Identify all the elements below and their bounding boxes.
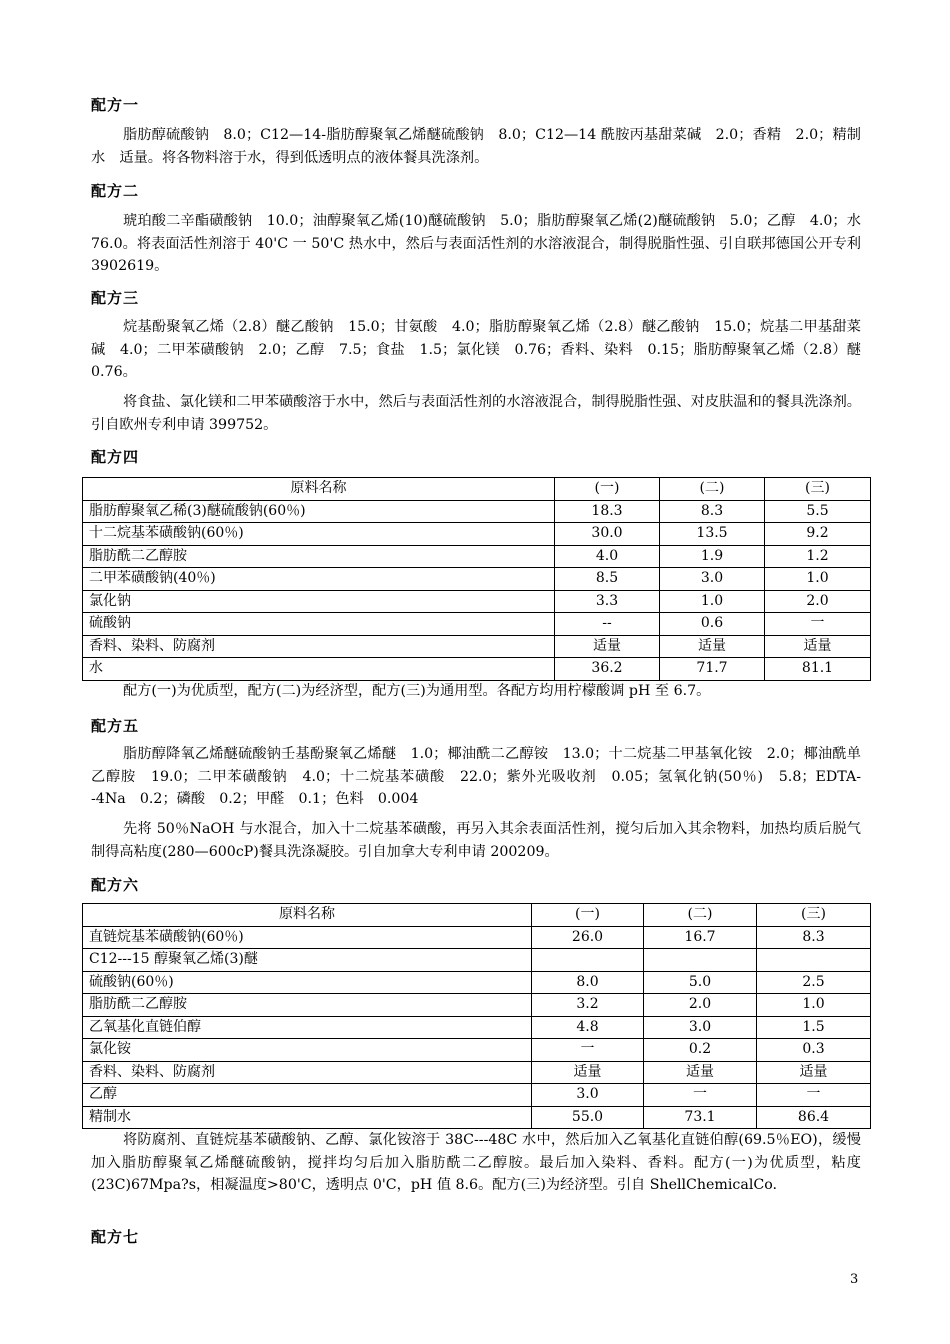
table-cell: 1.0 (660, 590, 765, 613)
table-cell: 二甲苯磺酸钠(40％) (83, 568, 555, 591)
table-cell: 一 (765, 613, 871, 636)
table-cell: 氯化铵 (83, 1039, 532, 1062)
table-cell: 3.0 (660, 568, 765, 591)
table-header-cell: (二) (644, 904, 757, 927)
table-cell: 一 (644, 1084, 757, 1107)
page-number: 3 (850, 1272, 859, 1287)
table-cell: 适量 (765, 635, 871, 658)
table-cell: 脂肪醇聚氧乙稀(3)醚硫酸钠(60％) (83, 500, 555, 523)
table-header-row (83, 904, 871, 927)
table-cell: 0.6 (660, 613, 765, 636)
table-cell: 硫酸钠(60％) (83, 971, 532, 994)
table-cell: 2.0 (644, 994, 757, 1017)
paragraph: 烷基酚聚氧乙烯（2.8）醚乙酸钠 15.0；甘氨酸 4.0；脂肪醇聚氧乙烯（2.8）醚乙酸钠 15.0；烷基二甲基甜菜碱 4.0；二甲苯磺酸钠 2.0；乙醇 7.5；食盐 1.5；氯化镁 0.76；香料、染料 0.15；脂肪醇聚氧乙烯（2.8）醚 0.76。 (91, 319, 876, 380)
table-cell: 9.2 (765, 523, 871, 546)
table-row (83, 590, 871, 613)
section-title-f6: 配方六 (91, 876, 140, 894)
table-cell: 直链烷基苯磺酸钠(60％) (83, 926, 532, 949)
table-cell: 乙醇 (83, 1084, 532, 1107)
table-row (83, 613, 871, 636)
table-cell: 氯化钠 (83, 590, 555, 613)
table-cell: 1.5 (757, 1016, 871, 1039)
table-cell: 0.2 (644, 1039, 757, 1062)
table-row (83, 658, 871, 681)
table-cell: 1.0 (757, 994, 871, 1017)
table-cell: 1.0 (765, 568, 871, 591)
table-cell: 4.8 (532, 1016, 644, 1039)
paragraph: 琥珀酸二辛酯磺酸钠 10.0；油醇聚氧乙烯(10)醚硫酸钠 5.0；脂肪醇聚氧乙烯(2)醚硫酸钠 5.0；乙醇 4.0；水 76.0。将表面活性剂溶于 40'C 一 50'C 热水中，然后与表面活性剂的水溶液混合，制得脱脂性强、引自联邦德国公开专利 3902619。 (91, 213, 876, 274)
table-cell: 26.0 (532, 926, 644, 949)
section-title-f1: 配方一 (91, 96, 140, 114)
table-row (83, 949, 871, 972)
table-row (83, 523, 871, 546)
table-cell: 0.3 (757, 1039, 871, 1062)
table-header-cell: 原料名称 (83, 904, 532, 927)
table-cell: 脂肪酰二乙醇胺 (83, 545, 555, 568)
table-header-cell: (一) (555, 478, 660, 501)
table-header-cell: (三) (757, 904, 871, 927)
table-cell: 81.1 (765, 658, 871, 681)
paragraph: 脂肪醇降氧乙烯醚硫酸钠壬基酚聚氧乙烯醚 1.0；椰油酰二乙醇铵 13.0；十二烷基二甲基氧化铵 2.0；椰油酰单乙醇胺 19.0；二甲苯磺酸钠 4.0；十二烷基苯磺酸 22.0；紫外光吸收剂 0.05；氢氧化钠(50％) 5.8；EDTA--4Na 0.2；磷酸 0.2；甲醛 0.1；色料 0.004 (91, 746, 861, 807)
table-cell: 一 (757, 1084, 871, 1107)
table-cell: 4.0 (555, 545, 660, 568)
table-cell: 精制水 (83, 1106, 532, 1129)
table-cell (644, 949, 757, 972)
section-title-f2: 配方二 (91, 182, 140, 200)
table-cell: 3.0 (532, 1084, 644, 1107)
table-row (83, 568, 871, 591)
table-cell: 8.5 (555, 568, 660, 591)
table-cell: 适量 (644, 1061, 757, 1084)
table-row (83, 500, 871, 523)
table-cell: 硫酸钠 (83, 613, 555, 636)
section-title-f4: 配方四 (91, 448, 140, 466)
table-row (83, 1106, 871, 1129)
table-cell: 55.0 (532, 1106, 644, 1129)
table-cell: 1.9 (660, 545, 765, 568)
table-cell: 71.7 (660, 658, 765, 681)
table-cell: 十二烷基苯磺酸钠(60％) (83, 523, 555, 546)
table-cell: 适量 (660, 635, 765, 658)
table-cell: 3.3 (555, 590, 660, 613)
table-cell: 适量 (757, 1061, 871, 1084)
section-title-f3: 配方三 (91, 289, 140, 307)
table-cell (532, 949, 644, 972)
table-row (83, 1039, 871, 1062)
table-cell: 1.2 (765, 545, 871, 568)
paragraph: 先将 50％NaOH 与水混合，加入十二烷基苯磺酸，再另入其余表面活性剂，搅匀后加入其余物料，加热均质后脱气制得高粘度(280—600cP)餐具洗涤凝胶。引自加拿大专利申请 200209。 (91, 821, 861, 860)
table-cell: 18.3 (555, 500, 660, 523)
table-cell: 水 (83, 658, 555, 681)
table-row (83, 1016, 871, 1039)
table-row (83, 1084, 871, 1107)
table-row (83, 635, 871, 658)
table-cell: 适量 (555, 635, 660, 658)
table-cell: 5.5 (765, 500, 871, 523)
table-cell: 5.0 (644, 971, 757, 994)
table-cell: 脂肪酰二乙醇胺 (83, 994, 532, 1017)
table-cell: 73.1 (644, 1106, 757, 1129)
table-row (83, 1061, 871, 1084)
table-note: 将防腐剂、直链烷基苯磺酸钠、乙醇、氯化铵溶于 38C---48C 水中，然后加入乙氧基化直链伯醇(69.5％EO)，缓慢加入脂肪醇聚氧乙烯醚硫酸钠，搅拌均匀后加入脂肪酰二乙醇胺。最后加入染料、香料。配方(一)为优质型，粘度(23C)67Mpa?s，相凝温度>80'C，透明点 0'C，pH 值 8.6。配方(三)为经济型。引自 ShellChemicalCo. (91, 1132, 861, 1193)
table-cell: 16.7 (644, 926, 757, 949)
table-header-cell: (三) (765, 478, 871, 501)
table-cell: 适量 (532, 1061, 644, 1084)
paragraph: 将食盐、氯化镁和二甲苯磺酸溶于水中，然后与表面活性剂的水溶液混合，制得脱脂性强、对皮肤温和的餐具洗涤剂。引自欧州专利申请 399752。 (91, 394, 861, 433)
section-title-f5: 配方五 (91, 717, 140, 735)
table-cell: 13.5 (660, 523, 765, 546)
table-header-cell: 原料名称 (83, 478, 555, 501)
table-cell: 香料、染料、防腐剂 (83, 1061, 532, 1084)
table-cell: 30.0 (555, 523, 660, 546)
table-cell: 香料、染料、防腐剂 (83, 635, 555, 658)
table-cell: 乙氧基化直链伯醇 (83, 1016, 532, 1039)
formula-table-f4 (82, 477, 871, 681)
table-cell: 一 (532, 1039, 644, 1062)
table-row (83, 971, 871, 994)
table-header-cell: (二) (660, 478, 765, 501)
table-cell: C12---15 醇聚氧乙烯(3)醚 (83, 949, 532, 972)
table-header-cell: (一) (532, 904, 644, 927)
table-cell: 8.3 (660, 500, 765, 523)
formula-table-f6 (82, 903, 871, 1129)
table-row (83, 926, 871, 949)
table-cell: 8.3 (757, 926, 871, 949)
table-note: 配方(一)为优质型，配方(二)为经济型，配方(三)为通用型。各配方均用柠檬酸调 pH 至 6.7。 (123, 683, 711, 699)
table-cell: 36.2 (555, 658, 660, 681)
section-title-f7: 配方七 (91, 1228, 140, 1246)
table-row (83, 994, 871, 1017)
table-cell: 2.5 (757, 971, 871, 994)
paragraph: 脂肪醇硫酸钠 8.0；C12—14-脂肪醇聚氧乙烯醚硫酸钠 8.0；C12—14 酰胺丙基甜菜碱 2.0；香精 2.0；精制水 适量。将各物料溶于水，得到低透明点的液体餐具洗涤剂。 (91, 127, 861, 166)
table-cell: 86.4 (757, 1106, 871, 1129)
table-cell: 2.0 (765, 590, 871, 613)
table-header-row (83, 478, 871, 501)
table-row (83, 545, 871, 568)
table-cell (757, 949, 871, 972)
table-cell: 3.2 (532, 994, 644, 1017)
table-cell: -- (555, 613, 660, 636)
table-cell: 3.0 (644, 1016, 757, 1039)
table-cell: 8.0 (532, 971, 644, 994)
